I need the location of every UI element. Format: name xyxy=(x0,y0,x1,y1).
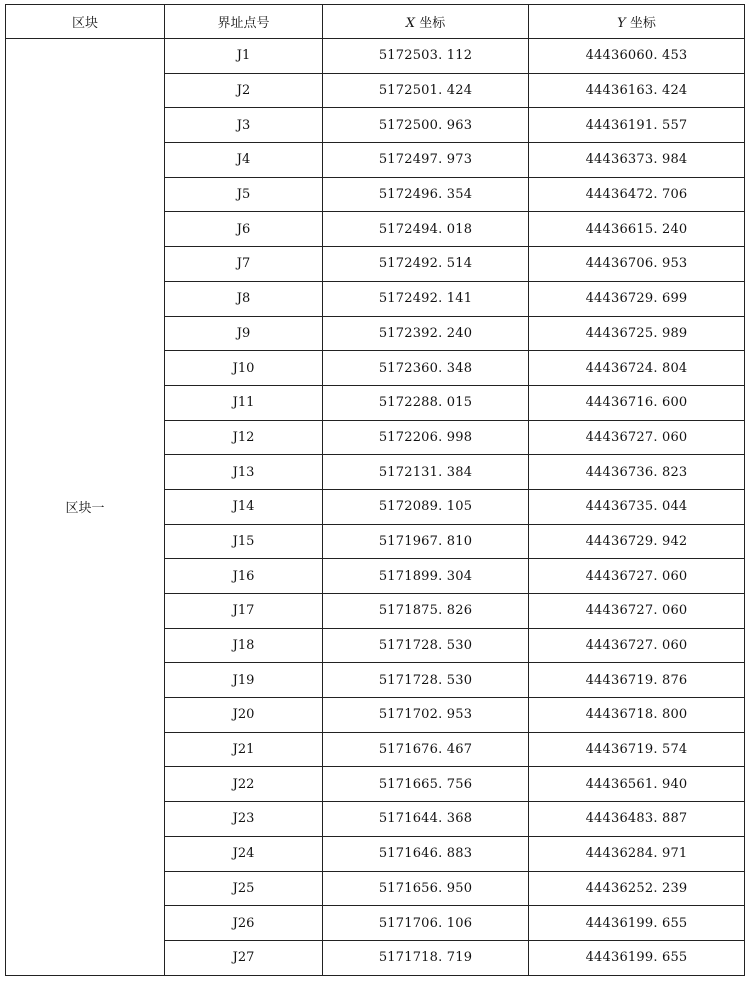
x-coordinate-cell: 5171967. 810 xyxy=(323,524,529,559)
point-id-cell: J23 xyxy=(165,802,323,837)
point-id-cell: J20 xyxy=(165,698,323,733)
y-coordinate-cell: 44436163. 424 xyxy=(529,73,745,108)
header-block: 区块 xyxy=(6,5,165,39)
point-id-cell: J24 xyxy=(165,836,323,871)
point-id-cell: J1 xyxy=(165,39,323,74)
x-coordinate-cell: 5172360. 348 xyxy=(323,351,529,386)
y-coordinate-cell: 44436252. 239 xyxy=(529,871,745,906)
y-coordinate-cell: 44436727. 060 xyxy=(529,559,745,594)
point-id-cell: J17 xyxy=(165,594,323,629)
x-coordinate-label: 坐标 xyxy=(415,16,446,31)
x-coordinate-cell: 5171644. 368 xyxy=(323,802,529,837)
x-coordinate-cell: 5171718. 719 xyxy=(323,940,529,975)
point-id-cell: J15 xyxy=(165,524,323,559)
block-name-cell: 区块一 xyxy=(6,39,165,976)
y-coordinate-cell: 44436727. 060 xyxy=(529,420,745,455)
y-coordinate-cell: 44436615. 240 xyxy=(529,212,745,247)
y-axis-letter: Y xyxy=(617,16,626,31)
x-coordinate-cell: 5172206. 998 xyxy=(323,420,529,455)
x-coordinate-cell: 5172501. 424 xyxy=(323,73,529,108)
x-coordinate-cell: 5171702. 953 xyxy=(323,698,529,733)
y-coordinate-cell: 44436727. 060 xyxy=(529,628,745,663)
y-coordinate-cell: 44436199. 655 xyxy=(529,940,745,975)
x-coordinate-cell: 5172503. 112 xyxy=(323,39,529,74)
point-id-cell: J12 xyxy=(165,420,323,455)
boundary-coordinate-table xyxy=(5,4,745,976)
x-coordinate-cell: 5172392. 240 xyxy=(323,316,529,351)
y-coordinate-cell: 44436716. 600 xyxy=(529,385,745,420)
point-id-cell: J2 xyxy=(165,73,323,108)
y-coordinate-cell: 44436727. 060 xyxy=(529,594,745,629)
point-id-cell: J10 xyxy=(165,351,323,386)
y-coordinate-cell: 44436199. 655 xyxy=(529,906,745,941)
x-coordinate-cell: 5171665. 756 xyxy=(323,767,529,802)
header-point-id: 界址点号 xyxy=(165,5,323,39)
y-coordinate-cell: 44436725. 989 xyxy=(529,316,745,351)
point-id-cell: J16 xyxy=(165,559,323,594)
point-id-cell: J5 xyxy=(165,177,323,212)
point-id-cell: J4 xyxy=(165,143,323,178)
table-row xyxy=(6,39,745,74)
y-coordinate-cell: 44436191. 557 xyxy=(529,108,745,143)
x-coordinate-cell: 5172492. 141 xyxy=(323,281,529,316)
x-coordinate-cell: 5172494. 018 xyxy=(323,212,529,247)
y-coordinate-cell: 44436706. 953 xyxy=(529,247,745,282)
y-coordinate-cell: 44436284. 971 xyxy=(529,836,745,871)
x-coordinate-cell: 5171899. 304 xyxy=(323,559,529,594)
coordinate-table-container xyxy=(5,4,745,976)
x-coordinate-cell: 5171706. 106 xyxy=(323,906,529,941)
point-id-cell: J13 xyxy=(165,455,323,490)
header-y-coordinate xyxy=(529,5,745,39)
y-coordinate-cell: 44436060. 453 xyxy=(529,39,745,74)
y-coordinate-cell: 44436724. 804 xyxy=(529,351,745,386)
table-body xyxy=(6,39,745,976)
x-coordinate-cell: 5171676. 467 xyxy=(323,732,529,767)
y-coordinate-cell: 44436729. 699 xyxy=(529,281,745,316)
y-coordinate-cell: 44436719. 574 xyxy=(529,732,745,767)
point-id-cell: J19 xyxy=(165,663,323,698)
header-x-coordinate xyxy=(323,5,529,39)
table-header xyxy=(6,5,745,39)
point-id-cell: J21 xyxy=(165,732,323,767)
x-coordinate-cell: 5171728. 530 xyxy=(323,628,529,663)
point-id-cell: J25 xyxy=(165,871,323,906)
x-coordinate-cell: 5171875. 826 xyxy=(323,594,529,629)
point-id-cell: J27 xyxy=(165,940,323,975)
point-id-cell: J8 xyxy=(165,281,323,316)
y-coordinate-cell: 44436729. 942 xyxy=(529,524,745,559)
x-coordinate-cell: 5172492. 514 xyxy=(323,247,529,282)
point-id-cell: J7 xyxy=(165,247,323,282)
y-coordinate-cell: 44436736. 823 xyxy=(529,455,745,490)
x-coordinate-cell: 5172500. 963 xyxy=(323,108,529,143)
point-id-cell: J14 xyxy=(165,489,323,524)
point-id-cell: J9 xyxy=(165,316,323,351)
x-coordinate-cell: 5172288. 015 xyxy=(323,385,529,420)
y-coordinate-cell: 44436719. 876 xyxy=(529,663,745,698)
point-id-cell: J3 xyxy=(165,108,323,143)
point-id-cell: J18 xyxy=(165,628,323,663)
point-id-cell: J6 xyxy=(165,212,323,247)
x-coordinate-cell: 5172497. 973 xyxy=(323,143,529,178)
x-coordinate-cell: 5171728. 530 xyxy=(323,663,529,698)
x-axis-letter: X xyxy=(405,16,416,31)
y-coordinate-cell: 44436483. 887 xyxy=(529,802,745,837)
y-coordinate-cell: 44436735. 044 xyxy=(529,489,745,524)
x-coordinate-cell: 5171646. 883 xyxy=(323,836,529,871)
y-coordinate-cell: 44436561. 940 xyxy=(529,767,745,802)
point-id-cell: J26 xyxy=(165,906,323,941)
y-coordinate-cell: 44436373. 984 xyxy=(529,143,745,178)
x-coordinate-cell: 5171656. 950 xyxy=(323,871,529,906)
y-coordinate-label: 坐标 xyxy=(625,16,656,31)
point-id-cell: J22 xyxy=(165,767,323,802)
header-row xyxy=(6,5,745,39)
x-coordinate-cell: 5172496. 354 xyxy=(323,177,529,212)
y-coordinate-cell: 44436718. 800 xyxy=(529,698,745,733)
x-coordinate-cell: 5172131. 384 xyxy=(323,455,529,490)
y-coordinate-cell: 44436472. 706 xyxy=(529,177,745,212)
point-id-cell: J11 xyxy=(165,385,323,420)
x-coordinate-cell: 5172089. 105 xyxy=(323,489,529,524)
